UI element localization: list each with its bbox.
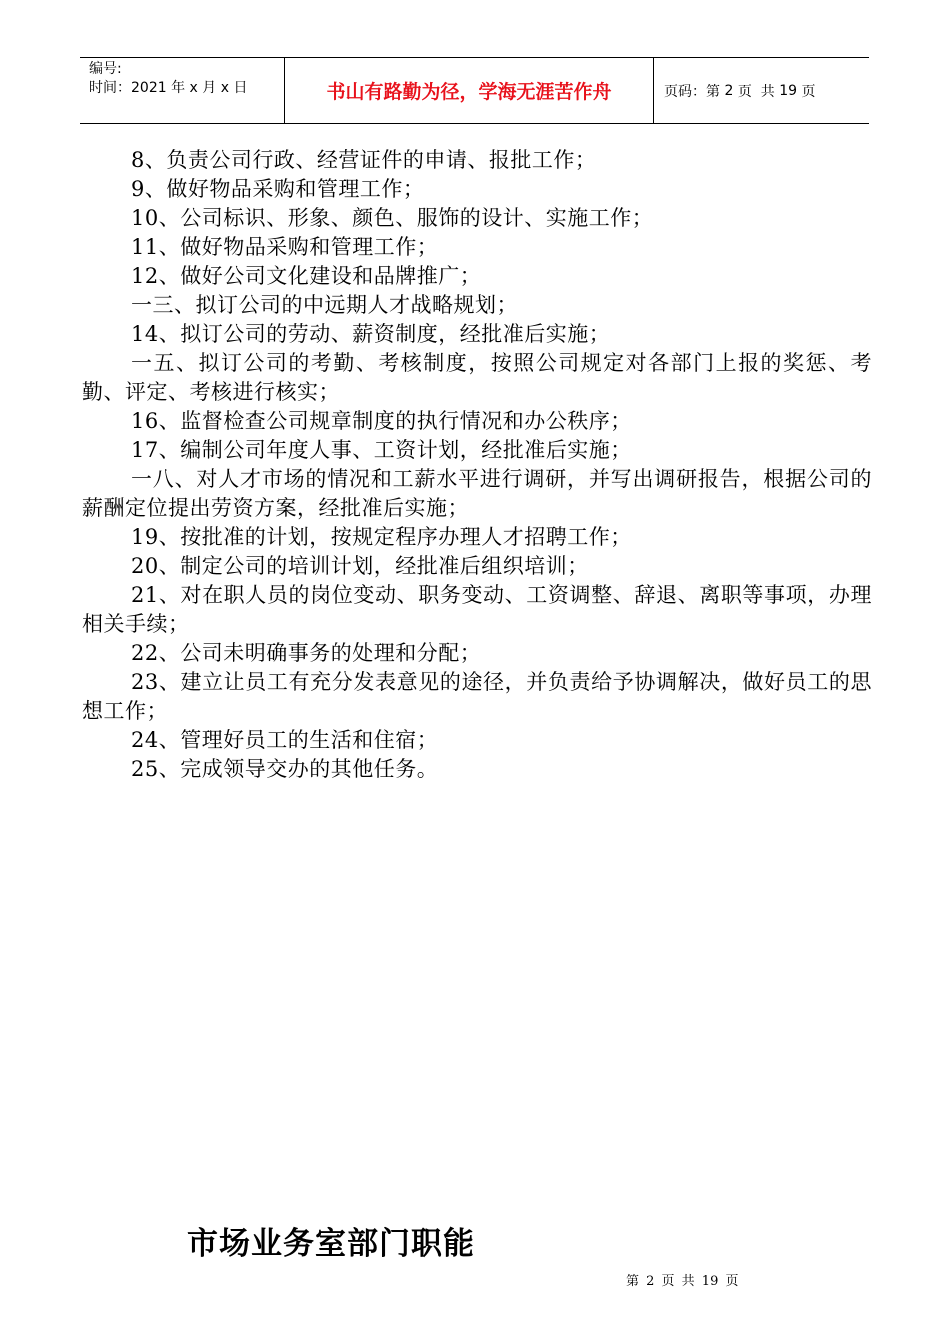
doc-time-label: 时间：2021 年 x 月 x 日 [89, 80, 248, 96]
duty-item: 20、制定公司的培训计划，经批准后组织培训； [131, 554, 589, 578]
duty-item: 21、对在职人员的岗位变动、职务变动、工资调整、辞退、离职等事项，办理相关手续； [82, 583, 872, 636]
duty-item: 16、监督检查公司规章制度的执行情况和办公秩序； [131, 409, 632, 433]
duty-item: 24、管理好员工的生活和住宿； [131, 728, 439, 752]
duty-item: 22、公司未明确事务的处理和分配； [131, 641, 482, 665]
duty-item: 19、按批准的计划，按规定程序办理人才招聘工作； [131, 525, 632, 549]
doc-number-label: 编号: [89, 61, 122, 77]
duty-item: 25、完成领导交办的其他任务。 [131, 757, 439, 781]
header-motto: 书山有路勤为径，学海无涯苦作舟 [284, 58, 654, 123]
page-prefix: 页码：第 [664, 83, 725, 100]
duty-item: 17、编制公司年度人事、工资计划，经批准后实施； [131, 438, 632, 462]
header-page-info [654, 58, 869, 123]
duty-item: 11、做好物品采购和管理工作； [131, 235, 439, 259]
duty-item: 23、建立让员工有充分发表意见的途径，并负责给予协调解决，做好员工的思想工作； [82, 670, 872, 723]
page-current: 2 [724, 82, 734, 99]
duty-item: 10、公司标识、形象、颜色、服饰的设计、实施工作； [131, 206, 654, 230]
page-total: 19 [779, 82, 798, 99]
page-footer: 第 2 页 共 19 页 [626, 1274, 739, 1289]
duty-item: 一八、对人才市场的情况和工薪水平进行调研，并写出调研报告，根据公司的薪酬定位提出劳资方案，经批准后实施； [82, 467, 872, 520]
page-header [80, 57, 869, 124]
duty-item: 一三、拟订公司的中远期人才战略规划； [131, 293, 518, 317]
page-mid: 页 共 [733, 83, 780, 100]
duty-item: 12、做好公司文化建设和品牌推广； [131, 264, 482, 288]
page-suffix: 页 [797, 83, 816, 100]
duty-item: 14、拟订公司的劳动、薪资制度，经批准后实施； [131, 322, 611, 346]
duty-item: 9、做好物品采购和管理工作； [131, 177, 425, 201]
duty-list [82, 146, 872, 784]
duty-item: 一五、拟订公司的考勤、考核制度，按照公司规定对各部门上报的奖惩、考勤、评定、考核进行核实； [82, 351, 872, 404]
section-title: 市场业务室部门职能 [187, 1226, 475, 1262]
duty-item: 8、负责公司行政、经营证件的申请、报批工作； [131, 148, 597, 172]
header-meta [80, 58, 284, 123]
